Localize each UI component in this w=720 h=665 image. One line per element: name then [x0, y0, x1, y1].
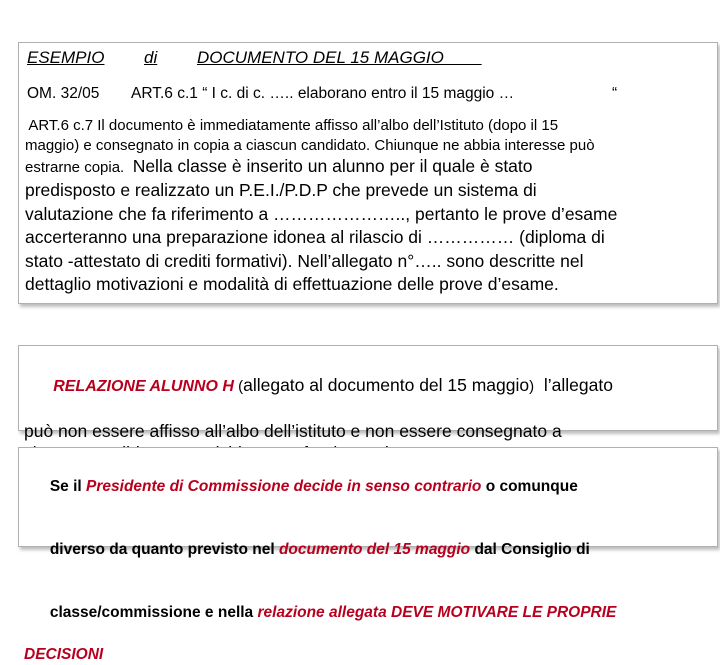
body-line6: dettaglio motivazioni e modalità di effettuazione delle prove d’esame. — [25, 274, 559, 294]
relazione-alunno-h: RELAZIONE ALUNNO H — [53, 378, 234, 395]
art6-c1-text: ART.6 c.1 “ I c. di c. ….. elaborano entro il 15 maggio … — [131, 85, 515, 102]
art6-c7-paragraph — [25, 116, 715, 297]
documento-15-maggio-text: documento del 15 maggio — [278, 541, 471, 558]
example-document-box — [18, 42, 718, 304]
paren-open: ( — [233, 378, 244, 395]
title-di: di — [144, 48, 158, 67]
relazione-allegata-text: relazione allegata DEVE MOTIVARE LE PROPRIE — [257, 604, 617, 621]
body-line4: accerteranno una preparazione idonea al rilascio di …………… (diploma di — [25, 227, 605, 247]
relazione-box — [18, 345, 718, 441]
presidente-text: Presidente di Commissione decide in senso contrario — [86, 478, 482, 495]
consiglio-text: dal Consiglio di — [470, 541, 590, 558]
classe-commissione-text: classe/commissione e nella — [49, 604, 258, 621]
presidente-paragraph — [24, 455, 616, 665]
paren-close: ) — [529, 378, 535, 395]
title-documento: DOCUMENTO DEL 15 MAGGIO — [197, 48, 482, 67]
body-line1: Nella classe è inserito un alunno per il quale è stato — [132, 156, 533, 176]
title-esempio: ESEMPIO — [27, 48, 105, 67]
decisioni-text: DECISIONI — [24, 646, 104, 663]
art6-c7-line3: estrarne copia. — [25, 159, 125, 176]
se-il-text: Se il — [49, 478, 87, 495]
om-reference: OM. 32/05 — [27, 85, 100, 102]
body-line2: predisposto e realizzato un P.E.I./P.D.P che prevede un sistema di — [25, 180, 537, 200]
o-comunque-text: o comunque — [481, 478, 578, 495]
quote-close: “ — [612, 85, 618, 102]
diverso-text: diverso da quanto previsto nel — [49, 541, 279, 558]
presidente-box — [18, 447, 718, 663]
relazione-rest1: l’allegato — [534, 375, 613, 395]
art6-c7-line1: ART.6 c.7 Il documento è immediatamente affisso all’albo dell’Istituto (dopo il 15 — [25, 117, 559, 134]
body-line5: stato -attestato di crediti formativi). Nell’allegato n°….. sono descritte nel — [25, 250, 584, 271]
art6-c7-line2: maggio) e consegnato in copia a ciascun candidato. Chiunque ne abbia interesse può — [25, 137, 595, 154]
relazione-line2: può non essere affisso all’albo dell’istituto e non essere consegnato a — [24, 421, 562, 441]
body-line3: valutazione che fa riferimento a ………………….., pertanto le prove d’esame — [25, 203, 618, 224]
allegato-text: allegato al documento del 15 maggio — [243, 375, 530, 395]
